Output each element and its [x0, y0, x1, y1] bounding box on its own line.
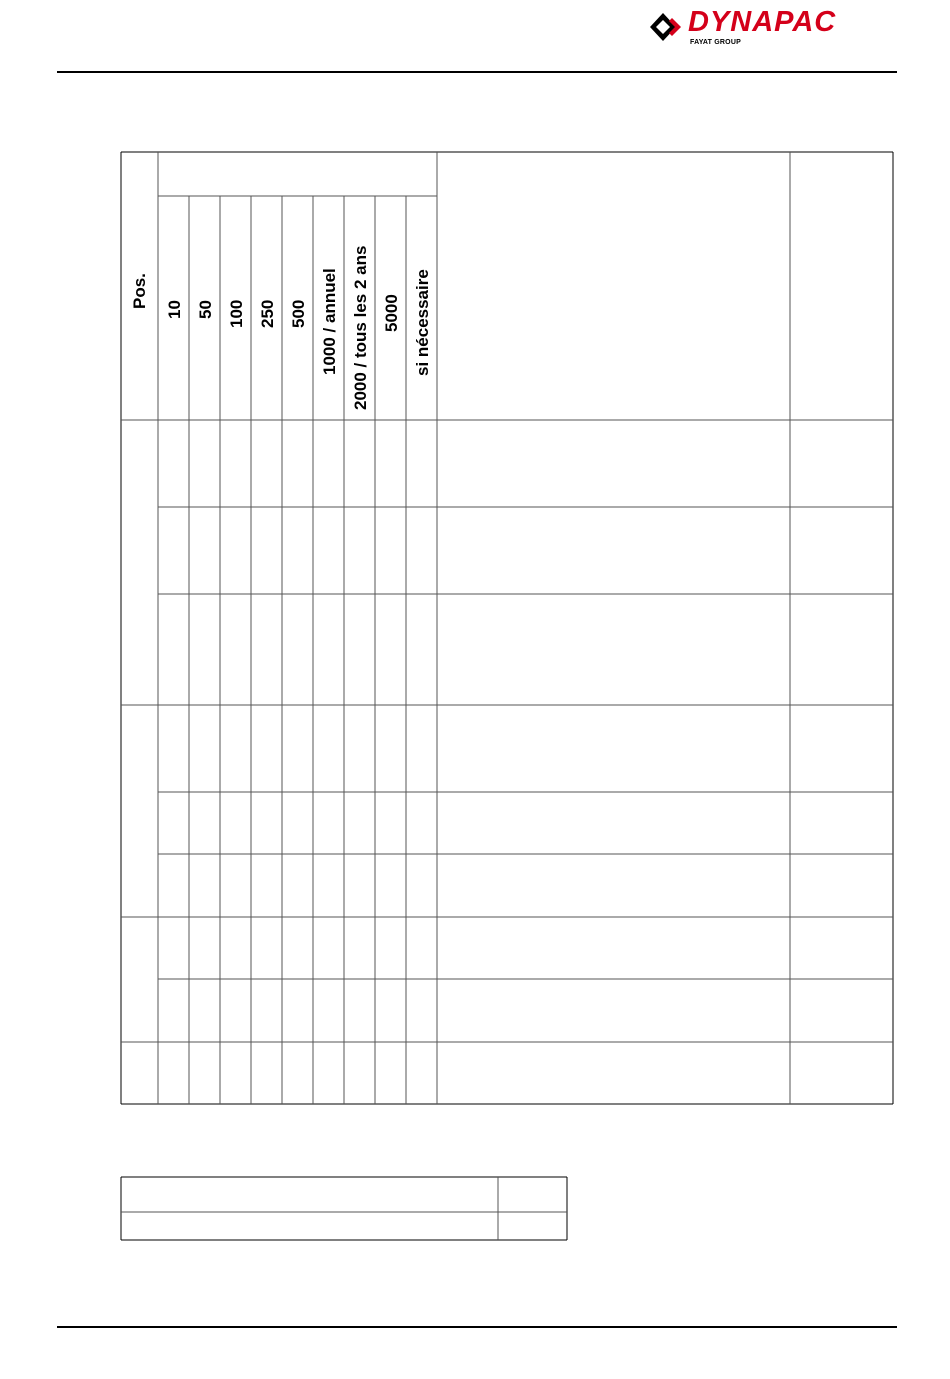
interval-header-2000-tous-les-2-ans: 2000 / tous les 2 ans [351, 245, 370, 410]
footer-rule [57, 1326, 897, 1328]
logo-subtitle: FAYAT GROUP [690, 39, 741, 46]
interval-header-5000: 5000 [382, 294, 401, 332]
pos-column-header: Pos. [130, 273, 149, 309]
interval-header-si-necessaire: si nécessaire [413, 269, 432, 376]
logo-wordmark: DYNAPAC [688, 6, 837, 38]
interval-header-50: 50 [196, 300, 215, 319]
interval-header-1000-annuel: 1000 / annuel [320, 268, 339, 375]
interval-header-250: 250 [258, 299, 277, 328]
interval-header-10: 10 [165, 300, 184, 319]
interval-header-100: 100 [227, 299, 246, 328]
interval-header-500: 500 [289, 299, 308, 328]
